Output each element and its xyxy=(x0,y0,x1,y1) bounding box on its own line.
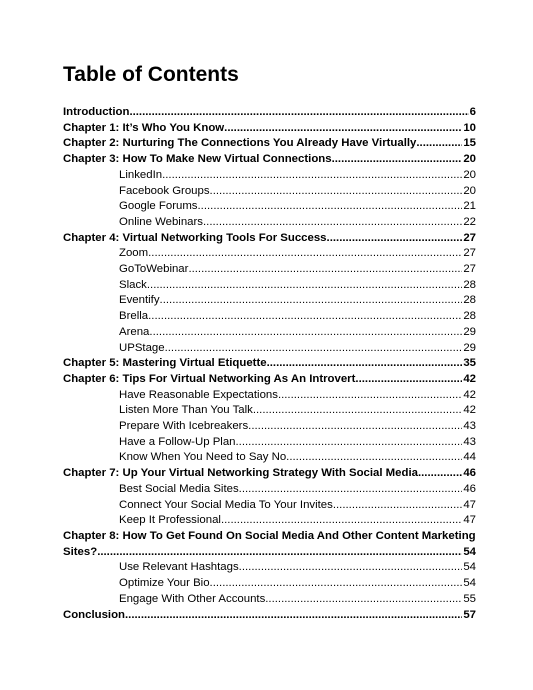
toc-page-number: 28 xyxy=(463,278,476,291)
dot-leader xyxy=(221,513,462,529)
toc-entry-label: Optimize Your Bio xyxy=(119,577,210,590)
toc-subentry-prepare-icebreakers[interactable] xyxy=(63,419,476,435)
dot-leader xyxy=(286,450,462,466)
dot-leader xyxy=(210,576,463,592)
toc-page-number: 46 xyxy=(463,482,476,495)
toc-entry-label: Chapter 1: It’s Who You Know xyxy=(63,121,225,134)
toc-subentry-connect-social-media[interactable] xyxy=(63,498,476,514)
dot-leader xyxy=(224,121,462,137)
toc-entry-label: Chapter 8: How To Get Found On Social Media And Other Content Marketing xyxy=(63,529,476,542)
toc-subentry-arena[interactable] xyxy=(63,325,476,341)
dot-leader xyxy=(165,341,463,357)
table-of-contents xyxy=(63,105,476,623)
toc-entry-label: Chapter 6: Tips For Virtual Networking As An Introvert xyxy=(63,372,356,385)
toc-page-number: 29 xyxy=(463,341,476,354)
toc-subentry-best-social-media-sites[interactable] xyxy=(63,482,476,498)
dot-leader xyxy=(333,498,463,514)
toc-page-number: 20 xyxy=(463,153,476,166)
toc-page-number: 10 xyxy=(463,121,476,134)
toc-subentry-linkedin[interactable] xyxy=(63,168,476,184)
toc-entry-label: Chapter 7: Up Your Virtual Networking Strategy With Social Media xyxy=(63,467,418,480)
toc-entry-label: Facebook Groups xyxy=(119,184,210,197)
dot-leader xyxy=(97,545,462,561)
toc-page-number: 46 xyxy=(463,467,476,480)
page-title: Table of Contents xyxy=(63,63,239,86)
toc-entry-label: Connect Your Social Media To Your Invites xyxy=(119,498,333,511)
toc-entry-chapter-4[interactable] xyxy=(63,231,476,247)
toc-entry-label: Have Reasonable Expectations xyxy=(119,388,278,401)
toc-entry-label: Brella xyxy=(119,310,149,323)
toc-entry-label: Know When You Need to Say No xyxy=(119,451,287,464)
toc-subentry-relevant-hashtags[interactable] xyxy=(63,560,476,576)
dot-leader xyxy=(160,293,463,309)
toc-page-number: 44 xyxy=(463,451,476,464)
toc-page-number: 20 xyxy=(463,168,476,181)
toc-subentry-say-no[interactable] xyxy=(63,450,476,466)
dot-leader xyxy=(188,262,462,278)
toc-entry-label: Chapter 2: Nurturing The Connections You Already Have Virtually xyxy=(63,137,417,150)
toc-entry-label-continuation xyxy=(63,545,476,561)
toc-entry-label: Chapter 5: Mastering Virtual Etiquette xyxy=(63,357,267,370)
dot-leader xyxy=(129,105,468,121)
toc-page-number: 54 xyxy=(463,545,476,558)
toc-entry-label: Conclusion xyxy=(63,608,126,621)
dot-leader xyxy=(239,560,463,576)
toc-page-number: 15 xyxy=(463,137,476,150)
toc-subentry-zoom[interactable] xyxy=(63,246,476,262)
dot-leader xyxy=(265,592,462,608)
dot-leader xyxy=(253,403,463,419)
toc-subentry-slack[interactable] xyxy=(63,278,476,294)
toc-entry-chapter-5[interactable] xyxy=(63,356,476,372)
toc-page-number: 21 xyxy=(463,200,476,213)
toc-subentry-optimize-bio[interactable] xyxy=(63,576,476,592)
toc-entry-chapter-2[interactable] xyxy=(63,136,476,152)
toc-page-number: 42 xyxy=(463,404,476,417)
toc-subentry-engage-other-accounts[interactable] xyxy=(63,592,476,608)
dot-leader xyxy=(148,309,462,325)
toc-page-number: 42 xyxy=(463,388,476,401)
toc-page-number: 28 xyxy=(463,294,476,307)
toc-entry-label: Prepare With Icebreakers xyxy=(119,420,249,433)
toc-entry-label: Keep It Professional xyxy=(119,514,221,527)
toc-entry-label: Google Forums xyxy=(119,200,198,213)
dot-leader xyxy=(355,372,462,388)
dot-leader xyxy=(203,215,462,231)
dot-leader xyxy=(327,231,463,247)
toc-subentry-follow-up-plan[interactable] xyxy=(63,435,476,451)
dot-leader xyxy=(236,435,463,451)
toc-page-number: 43 xyxy=(463,420,476,433)
dot-leader xyxy=(162,168,462,184)
toc-subentry-facebook-groups[interactable] xyxy=(63,184,476,200)
dot-leader xyxy=(210,184,463,200)
toc-entry-chapter-6[interactable] xyxy=(63,372,476,388)
toc-entry-label: Slack xyxy=(119,278,147,291)
toc-entry-label: UPStage xyxy=(119,341,165,354)
toc-page-number: 27 xyxy=(463,263,476,276)
toc-page-number: 27 xyxy=(463,231,476,244)
toc-page-number: 43 xyxy=(463,435,476,448)
dot-leader xyxy=(248,419,462,435)
dot-leader xyxy=(239,482,463,498)
toc-page-number: 47 xyxy=(463,498,476,511)
dot-leader xyxy=(148,246,462,262)
toc-entry-label: GoToWebinar xyxy=(119,263,189,276)
toc-page-number: 29 xyxy=(463,325,476,338)
dot-leader xyxy=(267,356,463,372)
toc-page-number: 55 xyxy=(463,592,476,605)
toc-entry-label: Eventify xyxy=(119,294,160,307)
toc-entry-chapter-1[interactable] xyxy=(63,121,476,137)
dot-leader xyxy=(416,136,462,152)
toc-entry-label: LinkedIn xyxy=(119,168,163,181)
toc-subentry-online-webinars[interactable] xyxy=(63,215,476,231)
toc-page-number: 20 xyxy=(463,184,476,197)
toc-subentry-have-reasonable-expectations[interactable] xyxy=(63,388,476,404)
toc-page-number: 42 xyxy=(463,372,476,385)
toc-page-number: 28 xyxy=(463,310,476,323)
dot-leader xyxy=(198,199,463,215)
dot-leader xyxy=(418,466,462,482)
toc-subentry-listen-more[interactable] xyxy=(63,403,476,419)
toc-page-number: 57 xyxy=(463,608,476,621)
toc-page-number: 6 xyxy=(469,106,476,118)
toc-page-number: 54 xyxy=(463,577,476,590)
toc-entry-label: Have a Follow-Up Plan xyxy=(119,435,236,448)
toc-page-number: 22 xyxy=(463,215,476,228)
toc-subentry-gotowebinar[interactable] xyxy=(63,262,476,278)
toc-entry-label: Chapter 3: How To Make New Virtual Connections xyxy=(63,153,332,166)
toc-subentry-eventify[interactable] xyxy=(63,293,476,309)
dot-leader xyxy=(147,278,462,294)
toc-entry-label: Zoom xyxy=(119,247,149,260)
toc-entry-conclusion[interactable] xyxy=(63,608,476,624)
toc-entry-label: Listen More Than You Talk xyxy=(119,404,253,417)
toc-subentry-keep-it-professional[interactable] xyxy=(63,513,476,529)
toc-entry-label: Chapter 4: Virtual Networking Tools For Success xyxy=(63,231,327,244)
toc-page-number: 54 xyxy=(463,561,476,574)
toc-entry-label: Arena xyxy=(119,325,150,338)
toc-entry-label: Introduction xyxy=(63,106,130,118)
document-page xyxy=(63,62,476,623)
toc-entry-chapter-3[interactable] xyxy=(63,152,476,168)
toc-page-number: 47 xyxy=(463,514,476,527)
toc-subentry-upstage[interactable] xyxy=(63,341,476,357)
toc-entry-label-cont: Sites? xyxy=(63,545,98,558)
toc-entry-label: Online Webinars xyxy=(119,215,203,228)
toc-subentry-brella[interactable] xyxy=(63,309,476,325)
dot-leader xyxy=(332,152,463,168)
dot-leader xyxy=(125,608,462,624)
toc-subentry-google-forums[interactable] xyxy=(63,199,476,215)
toc-entry-label: Use Relevant Hashtags xyxy=(119,561,239,574)
toc-page-number: 27 xyxy=(463,247,476,260)
toc-entry-chapter-7[interactable] xyxy=(63,466,476,482)
toc-entry-introduction[interactable] xyxy=(63,105,476,121)
dot-leader xyxy=(278,388,462,404)
toc-entry-label: Engage With Other Accounts xyxy=(119,592,266,605)
toc-page-number: 35 xyxy=(463,357,476,370)
toc-entry-label: Best Social Media Sites xyxy=(119,482,239,495)
dot-leader xyxy=(149,325,462,341)
toc-entry-chapter-8[interactable] xyxy=(63,529,476,560)
